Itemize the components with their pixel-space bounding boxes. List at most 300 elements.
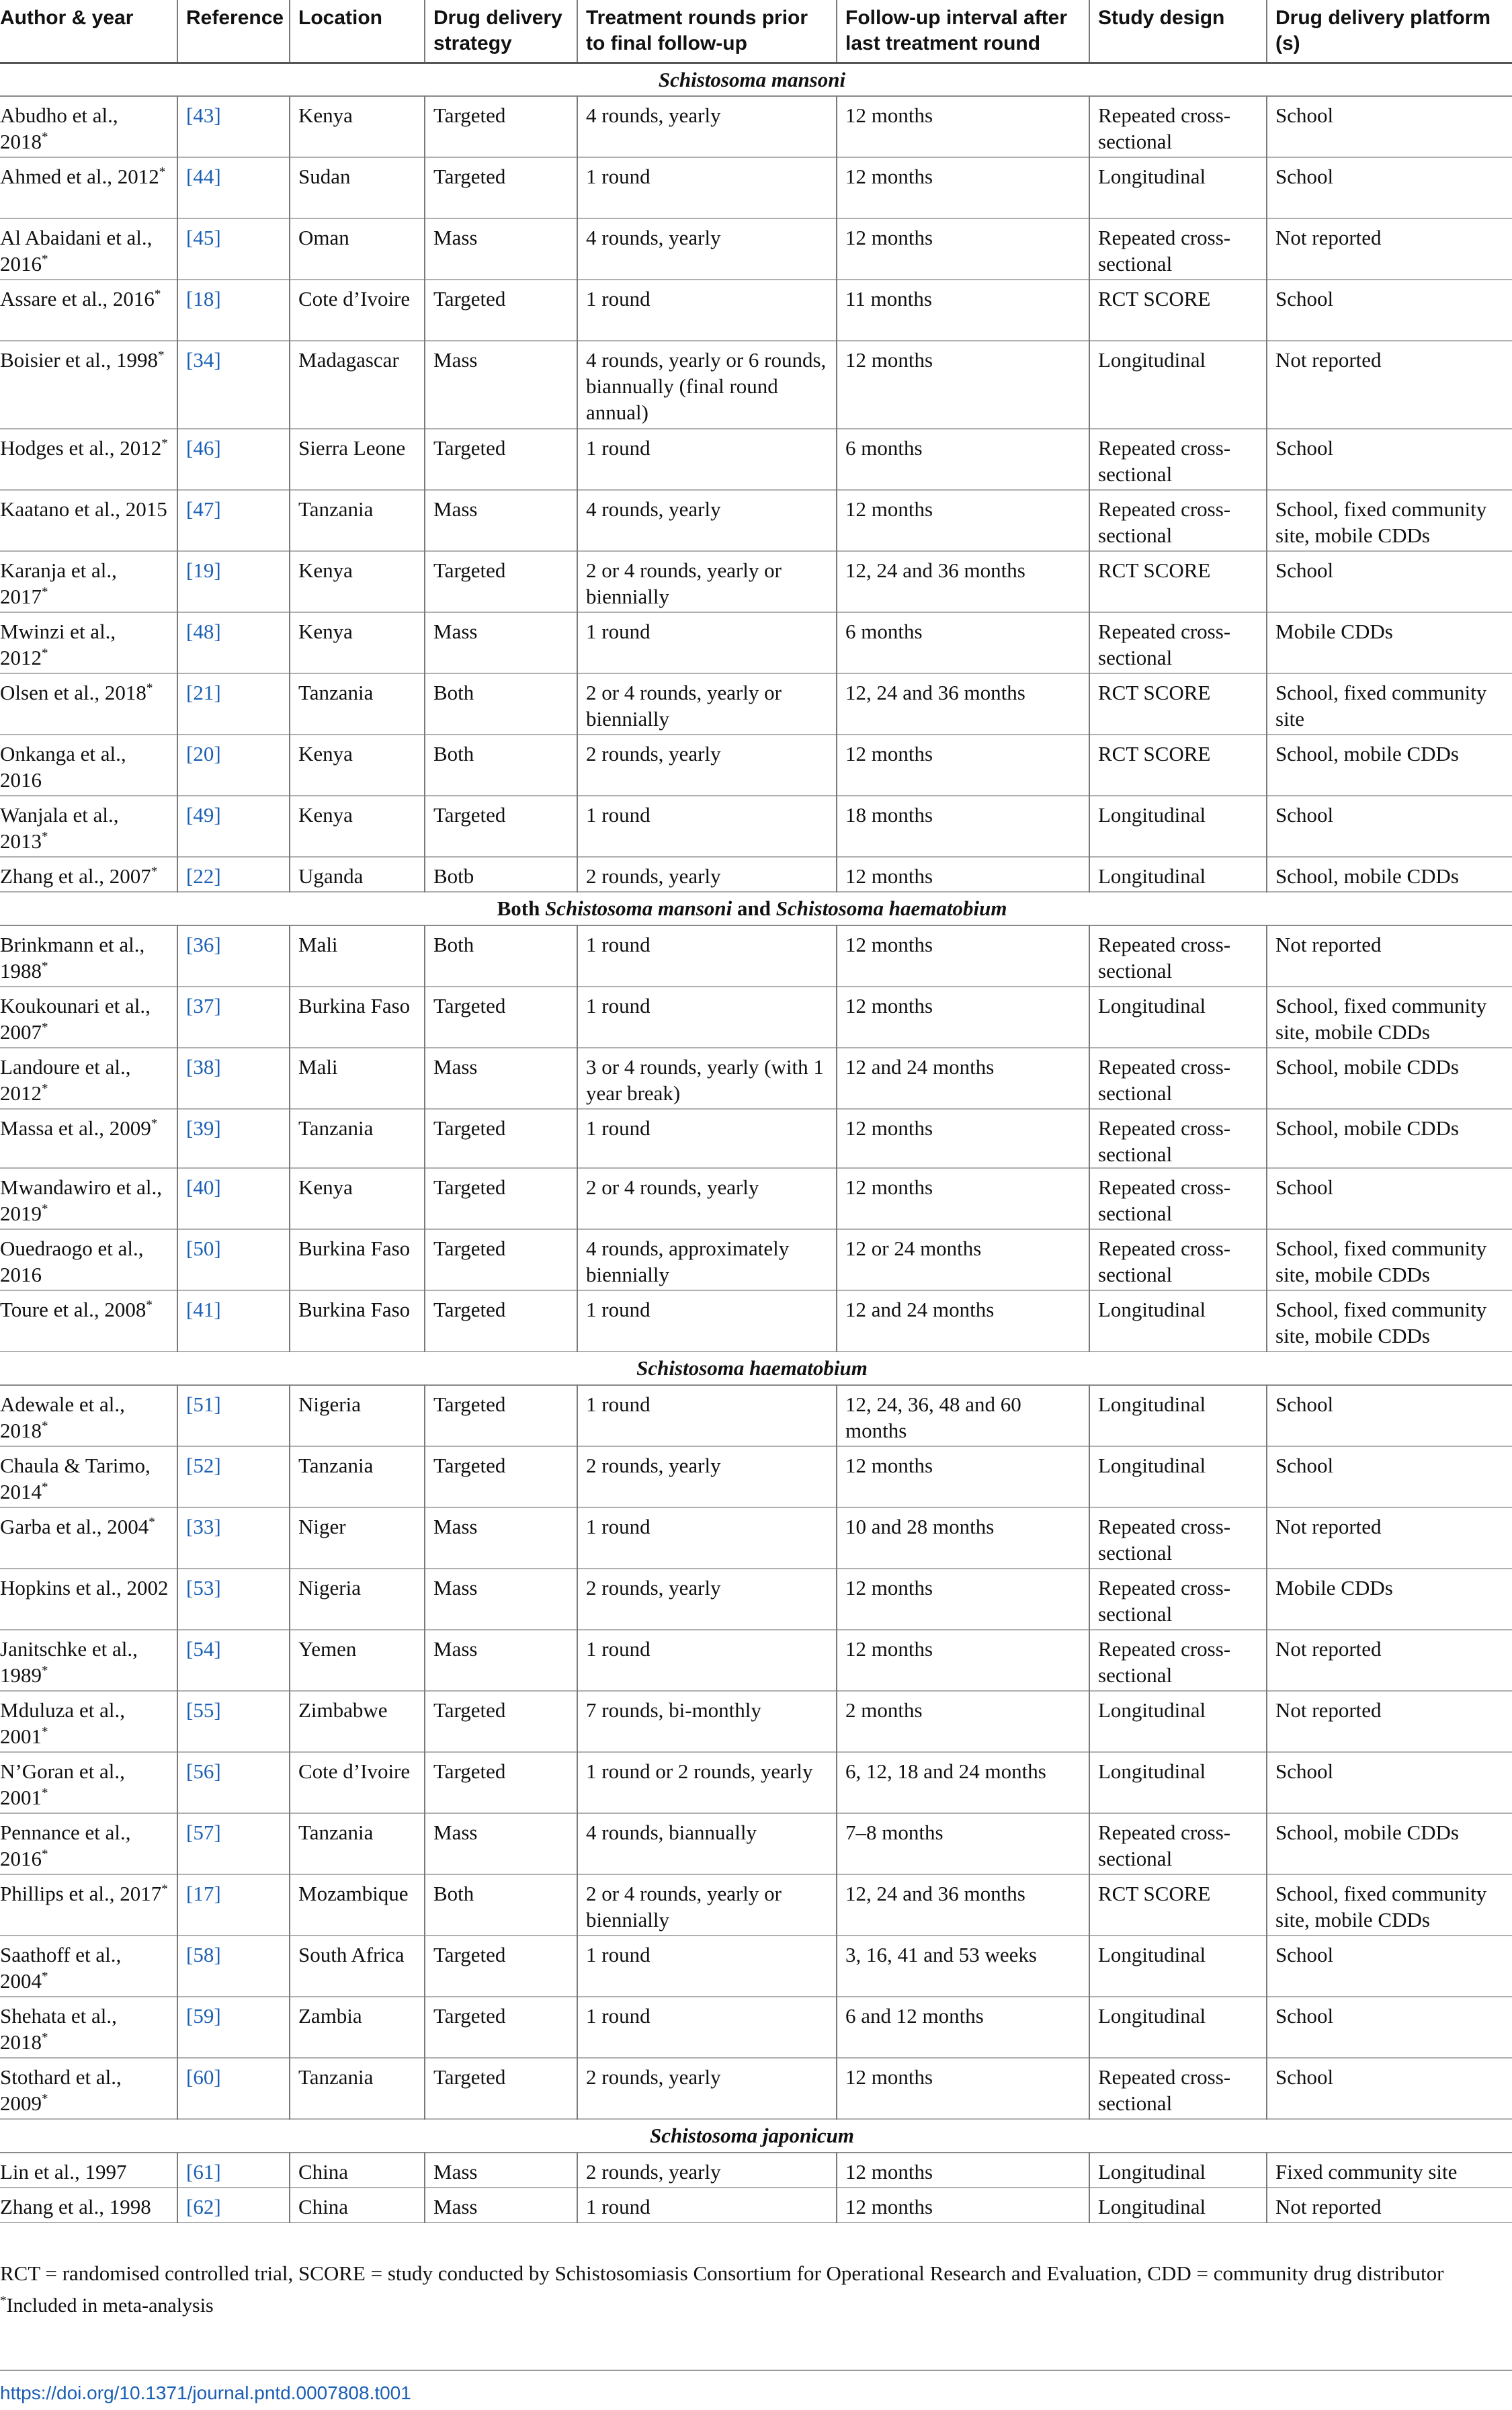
cell-location: Tanzania: [290, 673, 425, 735]
cell-followup: 6 and 12 months: [837, 1997, 1089, 2058]
table-row: [0, 1048, 1512, 1109]
cell-strategy: Mass: [425, 2153, 577, 2188]
cell-ref[interactable]: [50]: [177, 1229, 290, 1290]
section-species: Schistosoma mansoni: [658, 67, 846, 91]
author-text: Toure et al., 2008: [0, 1298, 146, 1321]
author-text: Mduluza et al., 2001: [0, 1698, 125, 1748]
cell-ref[interactable]: [21]: [177, 673, 290, 735]
header-drug-delivery-strategy: Drug delivery strategy: [425, 0, 577, 63]
table-row: [0, 1168, 1512, 1229]
cell-strategy: Targeted: [425, 1168, 577, 1229]
cell-rounds: 2 rounds, yearly: [577, 1446, 837, 1507]
section-species: Schistosoma haematobium: [636, 1356, 868, 1380]
cell-location: Tanzania: [290, 1813, 425, 1874]
table-row: [0, 1446, 1512, 1507]
cell-platform: School: [1267, 1752, 1512, 1813]
cell-ref[interactable]: [37]: [177, 987, 290, 1048]
cell-rounds: 4 rounds, approximately biennially: [577, 1229, 837, 1290]
cell-strategy: Both: [425, 925, 577, 987]
cell-design: Longitudinal: [1089, 1446, 1267, 1507]
author-text: Pennance et al., 2016: [0, 1821, 131, 1870]
cell-rounds: 4 rounds, yearly: [577, 96, 837, 157]
cell-strategy: Mass: [425, 1569, 577, 1630]
table-row: [0, 490, 1512, 551]
section-species: Schistosoma japonicum: [649, 2124, 855, 2147]
doi-link[interactable]: https://doi.org/10.1371/journal.pntd.0007808.t001: [0, 2382, 411, 2403]
cell-strategy: Mass: [425, 1813, 577, 1874]
author-text: Abudho et al., 2018: [0, 103, 118, 153]
cell-design: Longitudinal: [1089, 1997, 1267, 2058]
table-header-row: [0, 0, 1512, 63]
header-follow-up-interval: Follow-up interval after last treatment round: [837, 0, 1089, 63]
cell-strategy: Targeted: [425, 1446, 577, 1507]
section-title: [0, 1352, 1512, 1385]
cell-design: RCT SCORE: [1089, 280, 1267, 341]
cell-author: [0, 1507, 177, 1569]
cell-strategy: Botb: [425, 857, 577, 892]
cell-platform: Not reported: [1267, 341, 1512, 429]
cell-design: Repeated cross-sectional: [1089, 429, 1267, 490]
cell-strategy: Targeted: [425, 551, 577, 612]
cell-strategy: Mass: [425, 218, 577, 280]
cell-design: RCT SCORE: [1089, 673, 1267, 735]
cell-strategy: Targeted: [425, 157, 577, 218]
cell-author: [0, 673, 177, 735]
author-text: Al Abaidani et al., 2016: [0, 226, 153, 276]
cell-location: Cote d’Ivoire: [290, 280, 425, 341]
footnote-meta-analysis: [0, 2292, 1512, 2319]
table-row: [0, 796, 1512, 857]
cell-location: Mali: [290, 1048, 425, 1109]
cell-rounds: 2 rounds, yearly: [577, 857, 837, 892]
cell-rounds: 2 rounds, yearly: [577, 1569, 837, 1630]
cell-strategy: Targeted: [425, 1752, 577, 1813]
cell-design: Longitudinal: [1089, 1290, 1267, 1352]
cell-design: Longitudinal: [1089, 1385, 1267, 1446]
meta-analysis-marker: *: [146, 681, 153, 696]
cell-platform: School: [1267, 96, 1512, 157]
table-row: [0, 429, 1512, 490]
cell-author: [0, 1874, 177, 1936]
cell-author: [0, 429, 177, 490]
cell-design: Repeated cross-sectional: [1089, 1507, 1267, 1569]
meta-analysis-marker: *: [154, 287, 161, 302]
cell-followup: 12, 24, 36, 48 and 60 months: [837, 1385, 1089, 1446]
cell-rounds: 2 or 4 rounds, yearly or biennially: [577, 551, 837, 612]
cell-rounds: 2 or 4 rounds, yearly or biennially: [577, 1874, 837, 1936]
cell-platform: Fixed community site: [1267, 2153, 1512, 2188]
cell-ref[interactable]: [54]: [177, 1630, 290, 1691]
cell-ref[interactable]: [51]: [177, 1385, 290, 1446]
cell-rounds: 4 rounds, yearly: [577, 490, 837, 551]
cell-ref[interactable]: [34]: [177, 341, 290, 429]
cell-author: Onkanga et al., 2016: [0, 742, 126, 792]
cell-platform: School, fixed community site, mobile CDDs: [1267, 1229, 1512, 1290]
cell-strategy: Mass: [425, 612, 577, 673]
cell-platform: School, mobile CDDs: [1267, 1109, 1512, 1168]
cell-platform: School: [1267, 1168, 1512, 1229]
table-row: [0, 735, 1512, 796]
author-text: Brinkmann et al., 1988: [0, 933, 145, 983]
cell-followup: 6, 12, 18 and 24 months: [837, 1752, 1089, 1813]
cell-design: Repeated cross-sectional: [1089, 2058, 1267, 2119]
author-text: Boisier et al., 1998: [0, 348, 159, 372]
table-row: [0, 2153, 1512, 2188]
cell-strategy: Targeted: [425, 2058, 577, 2119]
cell-rounds: 2 rounds, yearly: [577, 2058, 837, 2119]
meta-analysis-marker: *: [42, 1786, 48, 1800]
section-header-row: [0, 2119, 1512, 2153]
cell-followup: 12 months: [837, 218, 1089, 280]
cell-ref[interactable]: [49]: [177, 796, 290, 857]
cell-platform: School, fixed community site, mobile CDDs: [1267, 490, 1512, 551]
section-title-part: and: [732, 897, 776, 920]
author-text: Saathoff et al., 2004: [0, 1943, 122, 1993]
cell-strategy: Both: [425, 735, 577, 796]
table-row: [0, 1752, 1512, 1813]
cell-ref[interactable]: [60]: [177, 2058, 290, 2119]
cell-rounds: 1 round: [577, 157, 837, 218]
cell-author: [0, 796, 177, 857]
author-text: Adewale et al., 2018: [0, 1393, 125, 1442]
cell-design: Repeated cross-sectional: [1089, 218, 1267, 280]
cell-platform: School: [1267, 1997, 1512, 2058]
cell-platform: Mobile CDDs: [1267, 1569, 1512, 1630]
cell-followup: 12 months: [837, 1446, 1089, 1507]
cell-followup: 18 months: [837, 796, 1089, 857]
meta-analysis-marker: *: [42, 2030, 48, 2045]
cell-ref[interactable]: [19]: [177, 551, 290, 612]
cell-author: [0, 987, 177, 1048]
cell-strategy: Targeted: [425, 1997, 577, 2058]
cell-platform: School: [1267, 1385, 1512, 1446]
cell-platform: School, mobile CDDs: [1267, 1813, 1512, 1874]
meta-analysis-marker: *: [161, 436, 168, 451]
table-row: [0, 341, 1512, 429]
cell-platform: Not reported: [1267, 925, 1512, 987]
meta-analysis-marker: *: [42, 959, 48, 974]
cell-author: [0, 1813, 177, 1874]
table-body: [0, 63, 1512, 2222]
cell-author: [0, 157, 177, 218]
cell-location: Niger: [290, 1507, 425, 1569]
cell-rounds: 4 rounds, yearly or 6 rounds, biannually (final round annual): [577, 341, 837, 429]
cell-rounds: 2 rounds, yearly: [577, 2153, 837, 2188]
cell-followup: 12 and 24 months: [837, 1048, 1089, 1109]
cell-followup: 6 months: [837, 429, 1089, 490]
cell-design: Repeated cross-sectional: [1089, 1569, 1267, 1630]
meta-analysis-marker: *: [42, 1202, 48, 1216]
cell-author: [0, 1997, 177, 2058]
cell-location: Tanzania: [290, 1446, 425, 1507]
cell-author: [0, 1752, 177, 1813]
cell-rounds: 1 round: [577, 796, 837, 857]
header-location: Location: [290, 0, 425, 63]
cell-platform: School: [1267, 2058, 1512, 2119]
cell-author: [0, 1168, 177, 1229]
table-row: [0, 1507, 1512, 1569]
author-text: Olsen et al., 2018: [0, 681, 146, 704]
cell-author: [0, 1385, 177, 1446]
cell-rounds: 1 round: [577, 2188, 837, 2222]
header-study-design: Study design: [1089, 0, 1267, 63]
cell-author: [0, 1109, 177, 1168]
author-text: Phillips et al., 2017: [0, 1882, 162, 1905]
table-row: [0, 2188, 1512, 2222]
cell-design: RCT SCORE: [1089, 735, 1267, 796]
cell-followup: 2 months: [837, 1691, 1089, 1752]
cell-author: [0, 551, 177, 612]
cell-strategy: Mass: [425, 1630, 577, 1691]
cell-design: Longitudinal: [1089, 157, 1267, 218]
cell-location: Uganda: [290, 857, 425, 892]
cell-ref[interactable]: [36]: [177, 925, 290, 987]
cell-ref[interactable]: [47]: [177, 490, 290, 551]
cell-followup: 12 months: [837, 857, 1089, 892]
cell-strategy: Targeted: [425, 280, 577, 341]
cell-ref[interactable]: [61]: [177, 2153, 290, 2188]
cell-location: Kenya: [290, 612, 425, 673]
cell-followup: 12 months: [837, 2188, 1089, 2222]
cell-ref[interactable]: [18]: [177, 280, 290, 341]
cell-strategy: Targeted: [425, 987, 577, 1048]
cell-platform: School: [1267, 1446, 1512, 1507]
cell-design: Repeated cross-sectional: [1089, 1048, 1267, 1109]
author-text: Karanja et al., 2017: [0, 558, 117, 608]
cell-rounds: 1 round: [577, 987, 837, 1048]
cell-location: Kenya: [290, 96, 425, 157]
table-row: [0, 1385, 1512, 1446]
author-text: Ahmed et al., 2012: [0, 165, 159, 188]
cell-location: Tanzania: [290, 490, 425, 551]
cell-design: Longitudinal: [1089, 796, 1267, 857]
cell-platform: Not reported: [1267, 1691, 1512, 1752]
author-text: Mwandawiro et al., 2019: [0, 1175, 163, 1225]
cell-author: [0, 925, 177, 987]
table-row: [0, 1630, 1512, 1691]
author-text: N’Goran et al., 2001: [0, 1759, 125, 1809]
cell-design: Repeated cross-sectional: [1089, 1168, 1267, 1229]
cell-location: Kenya: [290, 551, 425, 612]
table-row: [0, 857, 1512, 892]
cell-rounds: 1 round: [577, 1507, 837, 1569]
header-author-year: Author & year: [0, 7, 134, 29]
cell-ref[interactable]: [43]: [177, 96, 290, 157]
cell-ref[interactable]: [58]: [177, 1936, 290, 1997]
cell-design: Longitudinal: [1089, 1691, 1267, 1752]
section-title: [0, 63, 1512, 96]
cell-author: [0, 1290, 177, 1352]
cell-strategy: Targeted: [425, 1385, 577, 1446]
cell-ref[interactable]: [38]: [177, 1048, 290, 1109]
cell-strategy: Both: [425, 673, 577, 735]
cell-location: Nigeria: [290, 1385, 425, 1446]
cell-ref[interactable]: [48]: [177, 612, 290, 673]
cell-ref[interactable]: [55]: [177, 1691, 290, 1752]
author-text: Chaula & Tarimo, 2014: [0, 1454, 151, 1503]
meta-analysis-marker: *: [42, 1847, 48, 1862]
table-row: [0, 1997, 1512, 2058]
cell-ref[interactable]: [39]: [177, 1109, 290, 1168]
cell-followup: 12 months: [837, 2058, 1089, 2119]
cell-location: Yemen: [290, 1630, 425, 1691]
table-row: [0, 551, 1512, 612]
cell-rounds: 1 round: [577, 429, 837, 490]
meta-analysis-marker: *: [42, 1419, 48, 1433]
table-row: [0, 987, 1512, 1048]
cell-ref[interactable]: [46]: [177, 429, 290, 490]
cell-rounds: 1 round: [577, 1997, 837, 2058]
meta-analysis-marker: *: [42, 252, 48, 267]
cell-platform: Not reported: [1267, 2188, 1512, 2222]
author-text: Hodges et al., 2012: [0, 436, 162, 460]
section-title: [0, 892, 1512, 925]
table-row: [0, 1874, 1512, 1936]
cell-ref[interactable]: [20]: [177, 735, 290, 796]
cell-followup: 12, 24 and 36 months: [837, 673, 1089, 735]
table-row: [0, 1936, 1512, 1997]
cell-ref[interactable]: [17]: [177, 1874, 290, 1936]
author-text: Zhang et al., 2007: [0, 864, 151, 888]
cell-ref[interactable]: [22]: [177, 857, 290, 892]
cell-platform: School: [1267, 157, 1512, 218]
cell-followup: 12 months: [837, 1630, 1089, 1691]
cell-author: [0, 1691, 177, 1752]
cell-platform: School: [1267, 429, 1512, 490]
table-row: [0, 612, 1512, 673]
section-title-part: Both: [497, 897, 546, 920]
cell-ref[interactable]: [33]: [177, 1507, 290, 1569]
cell-rounds: 1 round: [577, 1630, 837, 1691]
cell-followup: 3, 16, 41 and 53 weeks: [837, 1936, 1089, 1997]
cell-location: Nigeria: [290, 1569, 425, 1630]
table-row: [0, 1569, 1512, 1630]
cell-followup: 7–8 months: [837, 1813, 1089, 1874]
cell-platform: Not reported: [1267, 1630, 1512, 1691]
cell-design: Longitudinal: [1089, 987, 1267, 1048]
cell-design: Longitudinal: [1089, 2153, 1267, 2188]
author-text: Stothard et al., 2009: [0, 2065, 122, 2115]
cell-followup: 12 months: [837, 490, 1089, 551]
cell-platform: Not reported: [1267, 1507, 1512, 1569]
cell-author: [0, 96, 177, 157]
cell-location: Madagascar: [290, 341, 425, 429]
cell-ref[interactable]: [52]: [177, 1446, 290, 1507]
meta-analysis-marker: *: [42, 1663, 48, 1678]
meta-analysis-marker: *: [42, 829, 48, 844]
meta-analysis-marker: *: [42, 130, 48, 144]
author-text: Assare et al., 2016: [0, 287, 155, 310]
table-row: [0, 1229, 1512, 1290]
cell-author: [0, 341, 177, 429]
author-text: Shehata et al., 2018: [0, 2004, 117, 2054]
cell-strategy: Both: [425, 1874, 577, 1936]
cell-platform: School, fixed community site, mobile CDDs: [1267, 987, 1512, 1048]
cell-design: Longitudinal: [1089, 1936, 1267, 1997]
cell-platform: School: [1267, 551, 1512, 612]
cell-author: [0, 857, 177, 892]
section-title: [0, 2119, 1512, 2153]
meta-analysis-marker: *: [42, 1969, 48, 1984]
meta-analysis-marker: *: [42, 2091, 48, 2106]
cell-ref[interactable]: [41]: [177, 1290, 290, 1352]
cell-platform: School, fixed community site, mobile CDDs: [1267, 1290, 1512, 1352]
cell-ref[interactable]: [59]: [177, 1997, 290, 2058]
cell-ref[interactable]: [53]: [177, 1569, 290, 1630]
cell-rounds: 4 rounds, yearly: [577, 218, 837, 280]
cell-author: [0, 1048, 177, 1109]
cell-followup: 12, 24 and 36 months: [837, 1874, 1089, 1936]
cell-ref[interactable]: [57]: [177, 1813, 290, 1874]
section-title-part: Schistosoma haematobium: [775, 897, 1007, 920]
author-text: Koukounari et al., 2007: [0, 994, 151, 1044]
meta-analysis-marker: *: [42, 1725, 48, 1739]
meta-analysis-marker: *: [42, 1020, 48, 1035]
cell-ref[interactable]: [40]: [177, 1168, 290, 1229]
cell-rounds: 4 rounds, biannually: [577, 1813, 837, 1874]
cell-author: Lin et al., 1997: [0, 2160, 127, 2184]
asterisk-marker: *: [0, 2294, 7, 2308]
cell-author: [0, 1446, 177, 1507]
section-title-part: Schistosoma mansoni: [545, 897, 732, 920]
cell-strategy: Mass: [425, 1507, 577, 1569]
cell-strategy: Mass: [425, 341, 577, 429]
cell-design: Longitudinal: [1089, 341, 1267, 429]
header-treatment-rounds: Treatment rounds prior to final follow-up: [577, 0, 837, 63]
cell-location: China: [290, 2153, 425, 2188]
cell-location: Burkina Faso: [290, 1229, 425, 1290]
cell-location: China: [290, 2188, 425, 2222]
section-header-row: [0, 63, 1512, 96]
cell-strategy: Targeted: [425, 429, 577, 490]
section-header-row: [0, 1352, 1512, 1385]
meta-analysis-marker: *: [159, 165, 166, 179]
cell-rounds: 1 round: [577, 612, 837, 673]
cell-location: Kenya: [290, 735, 425, 796]
header-reference: Reference: [177, 0, 290, 63]
cell-followup: 6 months: [837, 612, 1089, 673]
cell-strategy: Mass: [425, 1048, 577, 1109]
cell-location: South Africa: [290, 1936, 425, 1997]
cell-design: RCT SCORE: [1089, 551, 1267, 612]
cell-ref[interactable]: [44]: [177, 157, 290, 218]
cell-strategy: Targeted: [425, 1109, 577, 1168]
author-text: Wanjala et al., 2013: [0, 803, 119, 853]
table-row: [0, 280, 1512, 341]
meta-analysis-marker: *: [42, 585, 48, 599]
cell-ref[interactable]: [62]: [177, 2188, 290, 2222]
cell-platform: School, mobile CDDs: [1267, 1048, 1512, 1109]
cell-ref[interactable]: [45]: [177, 218, 290, 280]
cell-strategy: Targeted: [425, 1936, 577, 1997]
cell-rounds: 2 or 4 rounds, yearly: [577, 1168, 837, 1229]
table-row: [0, 218, 1512, 280]
cell-followup: 10 and 28 months: [837, 1507, 1089, 1569]
cell-ref[interactable]: [56]: [177, 1752, 290, 1813]
table-row: [0, 157, 1512, 218]
cell-rounds: 1 round: [577, 1109, 837, 1168]
cell-followup: 12 and 24 months: [837, 1290, 1089, 1352]
cell-followup: 12 months: [837, 1569, 1089, 1630]
cell-rounds: 1 round: [577, 1936, 837, 1997]
cell-rounds: 1 round or 2 rounds, yearly: [577, 1752, 837, 1813]
cell-rounds: 1 round: [577, 925, 837, 987]
cell-author: [0, 218, 177, 280]
cell-author: Kaatano et al., 2015: [0, 497, 167, 521]
cell-followup: 12 months: [837, 341, 1089, 429]
meta-analysis-marker: *: [151, 864, 158, 879]
cell-design: Longitudinal: [1089, 857, 1267, 892]
